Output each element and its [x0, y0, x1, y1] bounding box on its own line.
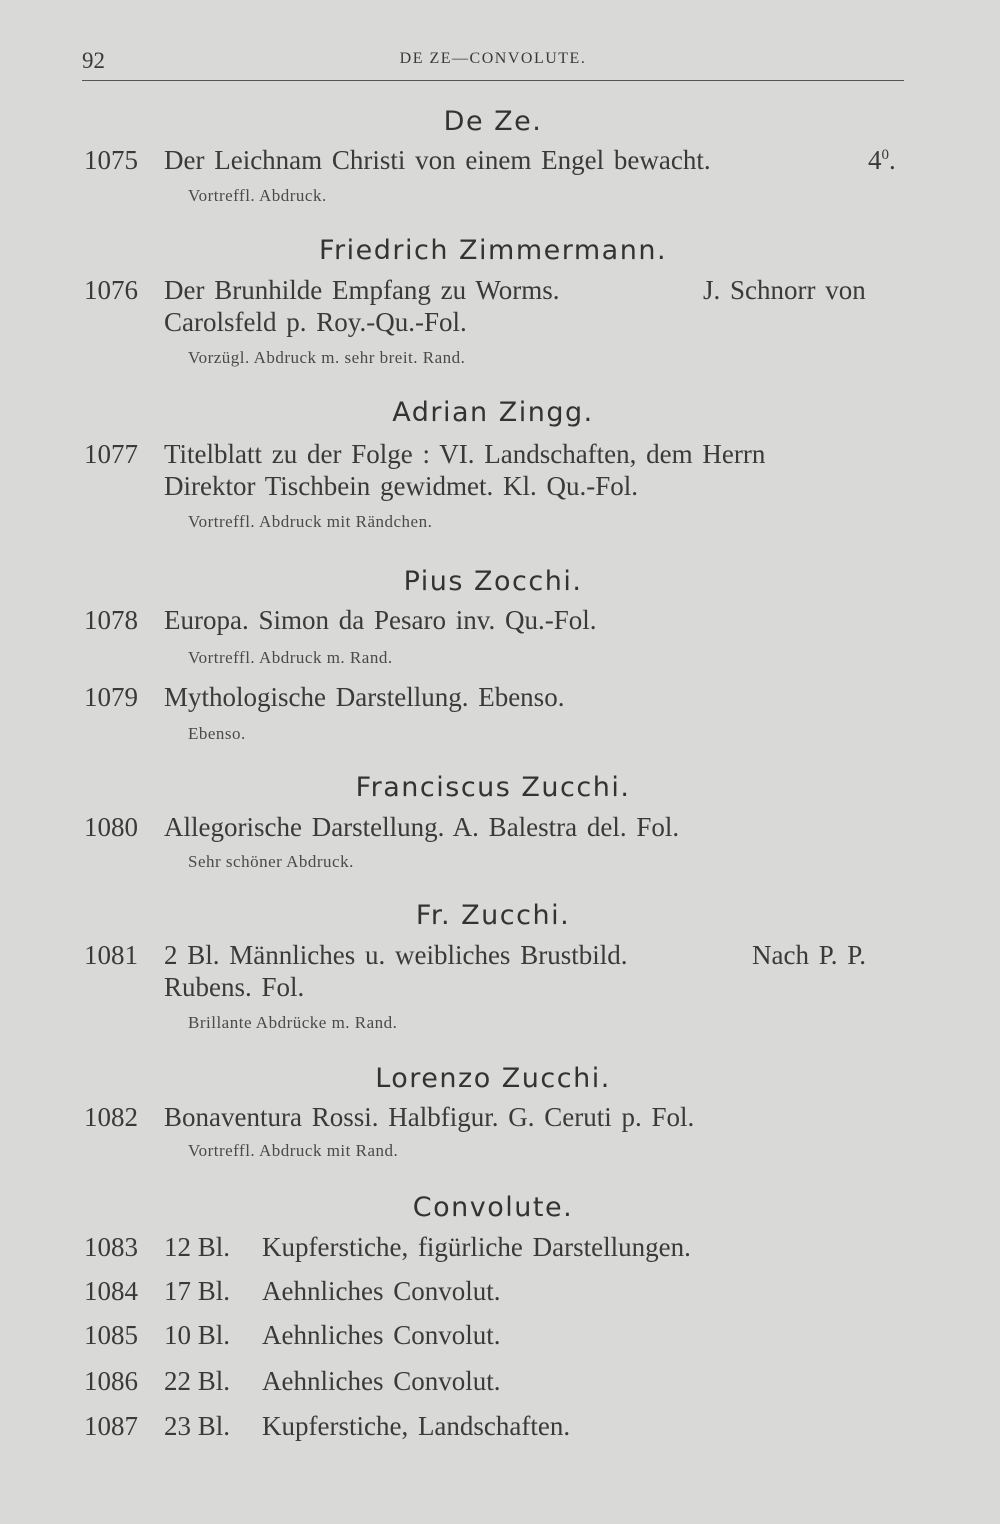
lot-condition: Vortreffl. Abdruck.	[188, 186, 327, 205]
lot-title: Titelblatt zu der Folge : VI. Landschaften, dem Herrn	[164, 439, 766, 469]
lot-artist: Nach P. P.	[752, 940, 867, 970]
lot-number: 1082	[84, 1102, 138, 1132]
format-value: 4	[868, 145, 882, 175]
lot-title: Der Brunhilde Empfang zu Worms.	[164, 275, 560, 305]
lot-number: 1080	[84, 812, 138, 842]
section-heading: Adrian Zingg.	[392, 397, 594, 428]
section-heading: Franciscus Zucchi.	[355, 772, 631, 803]
lot-count: 10 Bl.	[164, 1320, 231, 1350]
lot-title: Aehnliches Convolut.	[262, 1320, 501, 1350]
page-number: 92	[82, 48, 105, 73]
lot-number: 1078	[84, 605, 138, 635]
format-superscript: 0	[881, 147, 889, 163]
lot-title: Allegorische Darstellung. A. Balestra del. Fol.	[164, 812, 680, 842]
lot-condition: Vortreffl. Abdruck mit Rand.	[188, 1141, 399, 1160]
section-heading: Pius Zocchi.	[403, 566, 583, 597]
lot-number: 1084	[84, 1276, 138, 1306]
lot-number: 1086	[84, 1366, 138, 1396]
lot-number: 1087	[84, 1411, 138, 1441]
lot-title: Der Leichnam Christi von einem Engel bewacht.	[164, 145, 711, 175]
lot-title: Kupferstiche, figürliche Darstellungen.	[262, 1232, 691, 1262]
lot-format	[868, 145, 896, 176]
lot-count: 17 Bl.	[164, 1276, 231, 1306]
format-period: .	[889, 145, 896, 175]
lot-number: 1081	[84, 940, 138, 970]
lot-condition: Vortreffl. Abdruck mit Rändchen.	[188, 512, 433, 531]
lot-condition: Vortreffl. Abdruck m. Rand.	[188, 648, 393, 667]
lot-number: 1085	[84, 1320, 138, 1350]
lot-number: 1075	[84, 145, 138, 175]
lot-count: 22 Bl.	[164, 1366, 231, 1396]
section-heading: Friedrich Zimmermann.	[318, 235, 668, 266]
lot-condition: Ebenso.	[188, 724, 246, 743]
lot-condition: Sehr schöner Abdruck.	[188, 852, 354, 871]
lot-title: Mythologische Darstellung. Ebenso.	[164, 682, 565, 712]
section-heading: Fr. Zucchi.	[415, 900, 571, 931]
lot-number: 1083	[84, 1232, 138, 1262]
lot-title: Bonaventura Rossi. Halbfigur. G. Ceruti p. Fol.	[164, 1102, 695, 1132]
section-heading: De Ze.	[443, 106, 543, 137]
lot-number: 1076	[84, 275, 138, 305]
lot-title: Europa. Simon da Pesaro inv. Qu.-Fol.	[164, 605, 597, 635]
lot-count: 12 Bl.	[164, 1232, 231, 1262]
lot-condition: Brillante Abdrücke m. Rand.	[188, 1013, 398, 1032]
lot-title-line: Direktor Tischbein gewidmet. Kl. Qu.-Fol.	[164, 471, 638, 501]
running-title: DE ZE—CONVOLUTE.	[399, 50, 587, 67]
section-heading: Lorenzo Zucchi.	[375, 1063, 611, 1094]
lot-title-line: Carolsfeld p. Roy.-Qu.-Fol.	[164, 307, 467, 337]
lot-title: Aehnliches Convolut.	[262, 1366, 501, 1396]
lot-artist: J. Schnorr von	[703, 275, 866, 305]
lot-condition: Vorzügl. Abdruck m. sehr breit. Rand.	[188, 348, 466, 367]
lot-title-line: Rubens. Fol.	[164, 972, 305, 1002]
lot-count: 23 Bl.	[164, 1411, 231, 1441]
lot-number: 1077	[84, 439, 138, 469]
lot-title: Kupferstiche, Landschaften.	[262, 1411, 571, 1441]
lot-title: 2 Bl. Männliches u. weibliches Brustbild.	[164, 940, 628, 970]
running-header	[82, 46, 904, 81]
lot-title: Aehnliches Convolut.	[262, 1276, 501, 1306]
lot-number: 1079	[84, 682, 138, 712]
section-heading: Convolute.	[412, 1192, 574, 1223]
